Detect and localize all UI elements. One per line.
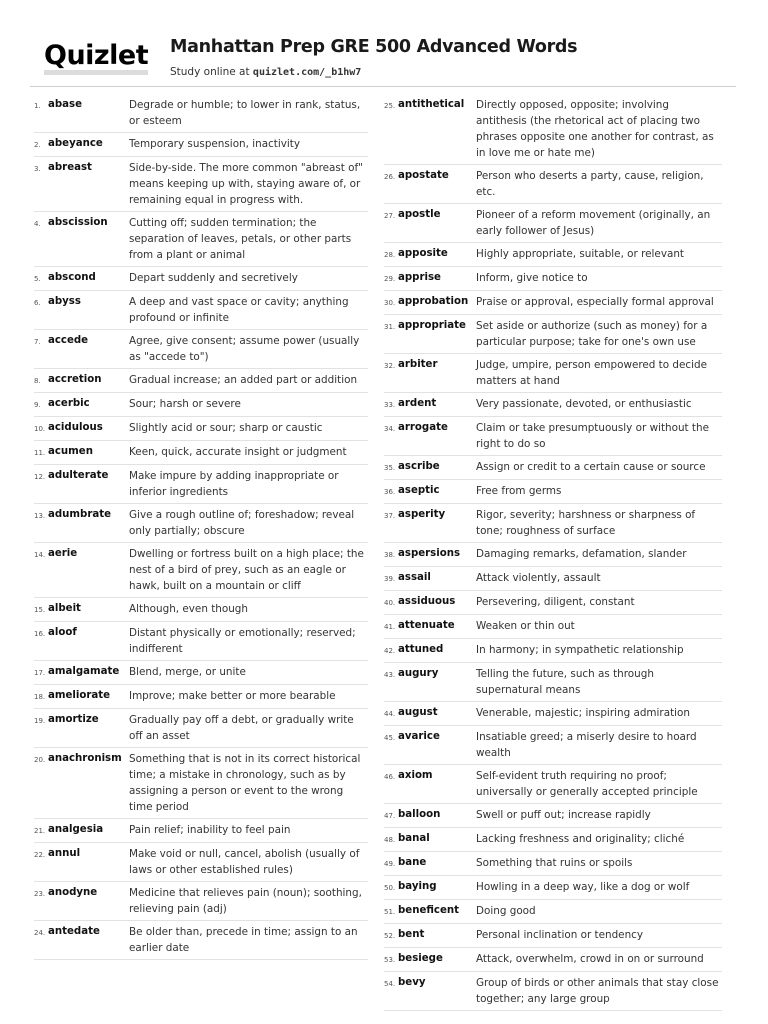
entry-number: 44. [384, 710, 396, 718]
entry-term: arbiter [398, 359, 438, 370]
entry-definition: Persevering, diligent, constant [476, 596, 635, 608]
entry-definition: Judge, umpire, person empowered to decide matters at hand [476, 359, 707, 387]
entry-term: axiom [398, 770, 433, 781]
entry-definition: Venerable, majestic; inspiring admiration [476, 707, 690, 719]
vocab-entry [384, 924, 722, 948]
vocab-entry [34, 843, 368, 882]
entry-term: arrogate [398, 422, 448, 433]
vocab-entry [384, 639, 722, 663]
entry-number: 16. [34, 630, 46, 638]
vocab-entry [34, 661, 368, 685]
entry-term: acumen [48, 446, 93, 457]
entry-definition: Gradual increase; an added part or addition [129, 374, 358, 386]
entry-number: 28. [384, 251, 396, 259]
entry-definition: Assign or credit to a certain cause or source [476, 461, 706, 473]
entry-definition: Doing good [476, 905, 536, 917]
vocab-entry [384, 354, 722, 393]
entry-term: appropriate [398, 320, 466, 331]
entry-number: 32. [384, 362, 396, 370]
entry-term: bent [398, 929, 425, 940]
vocab-entry [34, 94, 368, 133]
entry-definition: Make void or null, cancel, abolish (usually of laws or other established rules) [129, 848, 360, 876]
vocab-entry [34, 882, 368, 921]
entry-term: accede [48, 335, 89, 346]
entry-term: ameliorate [48, 690, 111, 701]
entry-number: 48. [384, 836, 396, 844]
vocab-entry [384, 900, 722, 924]
vocab-entry [34, 709, 368, 748]
entry-number: 41. [384, 623, 396, 631]
entry-definition: Medicine that relieves pain (noun); soothing, relieving pain (adj) [129, 887, 362, 915]
entry-number: 53. [384, 956, 396, 964]
entry-definition: Give a rough outline of; foreshadow; reveal only partially; obscure [129, 509, 355, 537]
entry-definition: Although, even though [129, 603, 248, 615]
entry-term: abeyance [48, 138, 103, 149]
entry-number: 2. [34, 141, 41, 149]
vocab-entry [384, 702, 722, 726]
entry-term: attenuate [398, 620, 455, 631]
entry-term: baying [398, 881, 437, 892]
vocab-entry [384, 726, 722, 765]
entry-term: ascribe [398, 461, 440, 472]
entry-number: 19. [34, 717, 46, 725]
entry-definition: Gradually pay off a debt, or gradually write off an asset [129, 714, 354, 742]
entry-number: 25. [384, 102, 396, 110]
entry-term: adumbrate [48, 509, 112, 520]
entry-definition: Praise or approval, especially formal approval [476, 296, 714, 308]
entry-definition: Pain relief; inability to feel pain [129, 824, 291, 836]
vocab-entry [34, 291, 368, 330]
entry-definition: Improve; make better or more bearable [129, 690, 336, 702]
entry-number: 52. [384, 932, 396, 940]
entry-number: 39. [384, 575, 396, 583]
entry-term: apostate [398, 170, 449, 181]
entry-number: 43. [384, 671, 396, 679]
vocab-entry [34, 212, 368, 267]
vocab-entry [34, 622, 368, 661]
study-prefix: Study online at [170, 66, 253, 78]
entry-definition: Personal inclination or tendency [476, 929, 644, 941]
entry-number: 10. [34, 425, 46, 433]
entry-definition: Swell or puff out; increase rapidly [476, 809, 651, 821]
entry-number: 51. [384, 908, 396, 916]
vocab-entry [34, 369, 368, 393]
vocab-entry [384, 291, 722, 315]
entry-definition: Blend, merge, or unite [129, 666, 246, 678]
entry-number: 27. [384, 212, 396, 220]
entry-number: 13. [34, 512, 46, 520]
entry-term: approbation [398, 296, 469, 307]
entry-number: 15. [34, 606, 46, 614]
vocab-entry [34, 267, 368, 291]
entry-number: 17. [34, 669, 46, 677]
entry-term: asperity [398, 509, 446, 520]
entry-definition: Set aside or authorize (such as money) for a particular purpose; take for one's own use [476, 320, 708, 348]
quizlet-logo: Quizlet [44, 42, 148, 75]
vocab-entry [384, 591, 722, 615]
entry-number: 30. [384, 299, 396, 307]
entry-number: 3. [34, 165, 41, 173]
entry-term: amortize [48, 714, 99, 725]
entry-term: august [398, 707, 438, 718]
entry-number: 34. [384, 425, 396, 433]
entry-definition: Self-evident truth requiring no proof; universally or generally accepted principle [476, 770, 698, 798]
vocab-entry [34, 465, 368, 504]
entry-number: 22. [34, 851, 46, 859]
vocab-entry [384, 876, 722, 900]
entry-term: assail [398, 572, 431, 583]
entry-definition: Damaging remarks, defamation, slander [476, 548, 687, 560]
vocab-entry [34, 330, 368, 369]
entry-number: 49. [384, 860, 396, 868]
entry-number: 4. [34, 220, 41, 228]
entry-definition: Attack, overwhelm, crowd in on or surround [476, 953, 704, 965]
vocab-entry [384, 165, 722, 204]
entry-definition: Lacking freshness and originality; cliché [476, 833, 685, 845]
entry-number: 11. [34, 449, 46, 457]
entry-term: acidulous [48, 422, 103, 433]
entry-term: analgesia [48, 824, 104, 835]
entry-definition: Something that is not in its correct historical time; a mistake in chronology, such as by assigning a person or event to the wrong time period [129, 753, 361, 813]
entry-number: 18. [34, 693, 46, 701]
vocab-entry [384, 615, 722, 639]
entry-definition: Very passionate, devoted, or enthusiastic [476, 398, 692, 410]
entry-definition: Cutting off; sudden termination; the separation of leaves, petals, or other parts from a plant or animal [129, 217, 352, 261]
entry-term: augury [398, 668, 439, 679]
vocab-entry [34, 441, 368, 465]
vocab-entry [34, 748, 368, 819]
entry-definition: Slightly acid or sour; sharp or caustic [129, 422, 323, 434]
vocab-entry [384, 663, 722, 702]
entry-definition: Inform, give notice to [476, 272, 588, 284]
vocab-entry [384, 393, 722, 417]
entry-term: annul [48, 848, 81, 859]
entry-number: 12. [34, 473, 46, 481]
entry-definition: Insatiable greed; a miserly desire to hoard wealth [476, 731, 697, 759]
vocab-entry [384, 852, 722, 876]
page-title: Manhattan Prep GRE 500 Advanced Words [170, 37, 578, 57]
entry-definition: Attack violently, assault [476, 572, 601, 584]
entry-term: albeit [48, 603, 81, 614]
entry-definition: Claim or take presumptuously or without the right to do so [476, 422, 709, 450]
vocab-entry [384, 948, 722, 972]
entry-term: accretion [48, 374, 102, 385]
entry-term: attuned [398, 644, 444, 655]
entry-definition: Highly appropriate, suitable, or relevant [476, 248, 685, 260]
vocab-entry [384, 765, 722, 804]
entry-definition: Weaken or thin out [476, 620, 575, 632]
entry-term: antithetical [398, 99, 465, 110]
vocab-entry [384, 417, 722, 456]
vocab-entry [384, 567, 722, 591]
entry-number: 50. [384, 884, 396, 892]
entry-number: 37. [384, 512, 396, 520]
vocab-entry [34, 921, 368, 960]
entry-definition: Depart suddenly and secretively [129, 272, 298, 284]
right-column [384, 94, 722, 1011]
entry-term: aspersions [398, 548, 461, 559]
entry-term: abase [48, 99, 83, 110]
entry-term: banal [398, 833, 430, 844]
entry-definition: Telling the future, such as through supernatural means [476, 668, 654, 696]
entry-number: 46. [384, 773, 396, 781]
entry-number: 9. [34, 401, 41, 409]
entry-term: abscond [48, 272, 96, 283]
entry-number: 40. [384, 599, 396, 607]
entry-term: anodyne [48, 887, 98, 898]
vocab-entry [384, 267, 722, 291]
entry-term: apprise [398, 272, 441, 283]
entry-term: ardent [398, 398, 437, 409]
entry-definition: Rigor, severity; harshness or sharpness of tone; roughness of surface [476, 509, 696, 537]
vocab-entry [384, 543, 722, 567]
entry-definition: In harmony; in sympathetic relationship [476, 644, 684, 656]
entry-term: aerie [48, 548, 78, 559]
entry-term: assiduous [398, 596, 456, 607]
entry-number: 26. [384, 173, 396, 181]
entry-number: 1. [34, 102, 41, 110]
entry-number: 54. [384, 980, 396, 988]
entry-term: amalgamate [48, 666, 120, 677]
entry-definition: A deep and vast space or cavity; anything profound or infinite [129, 296, 349, 324]
entry-definition: Make impure by adding inappropriate or inferior ingredients [129, 470, 339, 498]
entry-number: 38. [384, 551, 396, 559]
entry-definition: Distant physically or emotionally; reserved; indifferent [129, 627, 356, 655]
vocab-entry [384, 504, 722, 543]
entry-definition: Keen, quick, accurate insight or judgment [129, 446, 347, 458]
entry-definition: Person who deserts a party, cause, religion, etc. [476, 170, 704, 198]
entry-term: abscission [48, 217, 108, 228]
entry-definition: Side-by-side. The more common "abreast of" means keeping up with, staying aware of, or remaining equal in progress with. [129, 162, 363, 206]
vocab-entry [384, 456, 722, 480]
vocab-entry [34, 393, 368, 417]
entry-term: balloon [398, 809, 441, 820]
vocab-entry [34, 504, 368, 543]
entry-number: 24. [34, 929, 46, 937]
entry-number: 14. [34, 551, 46, 559]
entry-term: aseptic [398, 485, 440, 496]
entry-definition: Directly opposed, opposite; involving antithesis (the rhetorical act of placing two phrases opposite one another for contrast, as in love me or hate me) [476, 99, 714, 159]
vocab-entry [34, 133, 368, 157]
entry-term: beneficent [398, 905, 459, 916]
vocab-entry [384, 243, 722, 267]
entry-definition: Something that ruins or spoils [476, 857, 633, 869]
entry-term: aloof [48, 627, 77, 638]
entry-definition: Group of birds or other animals that stay close together; any large group [476, 977, 719, 1005]
entry-number: 42. [384, 647, 396, 655]
entry-number: 21. [34, 827, 46, 835]
entry-term: acerbic [48, 398, 90, 409]
vocab-entry [384, 804, 722, 828]
vocab-entry [384, 204, 722, 243]
entry-number: 8. [34, 377, 41, 385]
entry-definition: Degrade or humble; to lower in rank, status, or esteem [129, 99, 361, 127]
vocab-entry [384, 480, 722, 504]
entry-term: anachronism [48, 753, 122, 764]
entry-number: 47. [384, 812, 396, 820]
entry-term: abyss [48, 296, 81, 307]
entry-definition: Free from germs [476, 485, 562, 497]
entry-definition: Temporary suspension, inactivity [129, 138, 301, 150]
entry-term: antedate [48, 926, 100, 937]
vocab-entry [34, 417, 368, 441]
vocab-entry [384, 972, 722, 1011]
entry-term: bane [398, 857, 427, 868]
left-column [34, 94, 368, 960]
entry-number: 23. [34, 890, 46, 898]
entry-number: 7. [34, 338, 41, 346]
entry-number: 36. [384, 488, 396, 496]
entry-term: avarice [398, 731, 440, 742]
entry-term: besiege [398, 953, 443, 964]
vocab-entry [34, 819, 368, 843]
entry-number: 5. [34, 275, 41, 283]
entry-definition: Be older than, precede in time; assign to an earlier date [129, 926, 358, 954]
entry-number: 31. [384, 323, 396, 331]
entry-term: apposite [398, 248, 448, 259]
entry-number: 33. [384, 401, 396, 409]
entry-definition: Sour; harsh or severe [129, 398, 241, 410]
entry-definition: Pioneer of a reform movement (originally, an early follower of Jesus) [476, 209, 711, 237]
entry-number: 35. [384, 464, 396, 472]
vocab-entry [384, 828, 722, 852]
entry-term: adulterate [48, 470, 109, 481]
entry-term: bevy [398, 977, 426, 988]
header-divider [30, 86, 736, 87]
vocab-entry [34, 543, 368, 598]
entry-term: abreast [48, 162, 92, 173]
vocab-entry [34, 157, 368, 212]
entry-number: 29. [384, 275, 396, 283]
study-url[interactable]: quizlet.com/_b1hw7 [252, 67, 362, 78]
entry-number: 6. [34, 299, 41, 307]
entry-term: apostle [398, 209, 441, 220]
vocab-entry [34, 598, 368, 622]
study-online-line [170, 66, 361, 78]
vocab-entry [384, 94, 722, 165]
page-header [0, 0, 768, 90]
entry-definition: Dwelling or fortress built on a high place; the nest of a bird of prey, such as an eagle or hawk, built on a mountain or cliff [129, 548, 364, 592]
entry-definition: Agree, give consent; assume power (usually as "accede to") [129, 335, 360, 363]
entry-number: 45. [384, 734, 396, 742]
vocab-entry [384, 315, 722, 354]
entry-number: 20. [34, 756, 46, 764]
vocab-entry [34, 685, 368, 709]
entry-definition: Howling in a deep way, like a dog or wolf [476, 881, 690, 893]
